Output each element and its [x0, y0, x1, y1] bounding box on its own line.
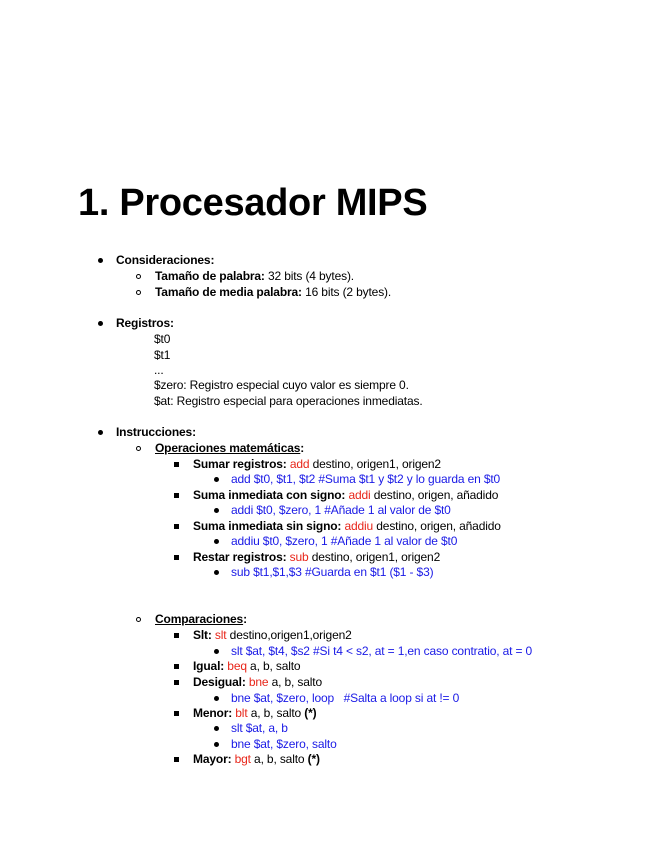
instruction-line: Mayor: bgt a, b, salto (*) — [193, 752, 320, 766]
instrucciones-heading: Instrucciones: — [116, 425, 196, 439]
consideraciones-heading: Consideraciones: — [116, 253, 215, 267]
instruction-example: slt $at, $t4, $s2 #Si t4 < s2, at = 1,en caso contratio, at = 0 — [231, 644, 533, 658]
instruction-example: bne $at, $zero, salto — [231, 737, 337, 751]
instruction-line: Desigual: bne a, b, salto — [193, 675, 323, 689]
registro-line: ... — [154, 363, 164, 377]
instruction-example: bne $at, $zero, loop #Salta a loop si at != 0 — [231, 691, 460, 705]
instruction-example: sub $t1,$1,$3 #Guarda en $t1 ($1 - $3) — [231, 565, 434, 579]
page-title: 1. Procesador MIPS — [78, 182, 428, 224]
consideraciones-item: Tamaño de palabra: 32 bits (4 bytes). — [155, 269, 354, 283]
instruction-line: Sumar registros: add destino, origen1, origen2 — [193, 457, 441, 471]
registro-line: $t1 — [154, 348, 171, 362]
instruction-line: Menor: blt a, b, salto (*) — [193, 706, 317, 720]
registro-line: $at: Registro especial para operaciones inmediatas. — [154, 394, 423, 408]
instruction-line: Suma inmediata sin signo: addiu destino, origen, añadido — [193, 519, 501, 533]
instruction-line: Restar registros: sub destino, origen1, origen2 — [193, 550, 441, 564]
instruction-example: addiu $t0, $zero, 1 #Añade 1 al valor de $t0 — [231, 534, 458, 548]
instruction-line: Igual: beq a, b, salto — [193, 659, 301, 673]
operaciones-heading: Operaciones matemáticas: — [155, 441, 305, 455]
instruction-line: Slt: slt destino,origen1,origen2 — [193, 628, 352, 642]
instruction-example: addi $t0, $zero, 1 #Añade 1 al valor de $t0 — [231, 503, 451, 517]
instruction-example: add $t0, $t1, $t2 #Suma $t1 y $t2 y lo guarda en $t0 — [231, 472, 501, 486]
registros-heading: Registros: — [116, 316, 174, 330]
instruction-line: Suma inmediata con signo: addi destino, origen, añadido — [193, 488, 499, 502]
comparaciones-heading: Comparaciones: — [155, 612, 247, 626]
registro-line: $t0 — [154, 332, 171, 346]
registro-line: $zero: Registro especial cuyo valor es siempre 0. — [154, 378, 409, 392]
instruction-example: slt $at, a, b — [231, 721, 288, 735]
consideraciones-item: Tamaño de media palabra: 16 bits (2 bytes). — [155, 285, 392, 299]
